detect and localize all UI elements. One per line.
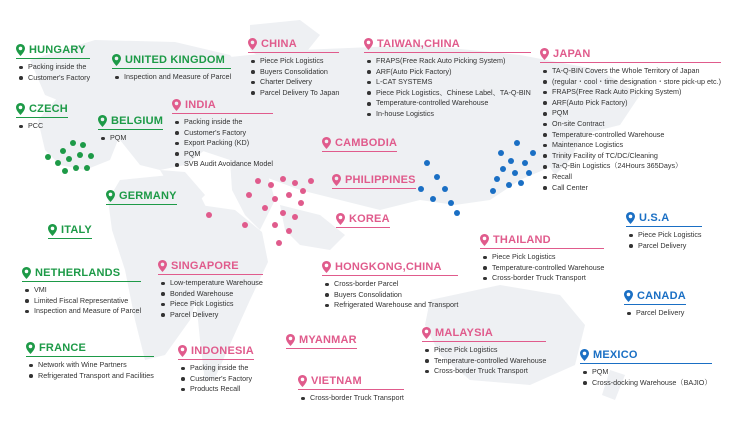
map-pin-icon [16,44,25,56]
location-dot [292,180,298,186]
region-title [580,349,712,361]
service-item: Cross-border Parcel [322,279,458,290]
location-dot [530,150,536,156]
service-item: Export Packing (KD) [172,138,273,149]
region-title [22,267,141,279]
service-item: TA-Q-BIN Covers the Whole Territory of Japan [540,66,721,77]
service-item: Low-temperature Warehouse [158,278,263,289]
location-dot [512,170,518,176]
region-china [248,38,339,98]
region-india [172,99,273,170]
region-underline [624,304,686,305]
service-item: Inspection and Measure of Parcel [112,72,231,83]
region-title [16,44,90,56]
region-title [298,375,404,387]
region-underline [336,227,390,228]
region-title [422,327,546,339]
region-name: SINGAPORE [171,260,239,272]
location-dot [272,196,278,202]
region-title [48,224,92,236]
location-dot [418,186,424,192]
region-underline [626,226,702,227]
location-dot [448,200,454,206]
region-name: NETHERLANDS [35,267,121,279]
map-pin-icon [22,267,31,279]
service-list [16,121,68,132]
region-name: HUNGARY [29,44,86,56]
region-myanmar [286,334,357,349]
region-cambodia [322,137,397,152]
region-title [98,115,163,127]
map-pin-icon [48,224,57,236]
service-list [624,308,686,319]
region-name: MEXICO [593,349,638,361]
service-item: Packing inside the [172,117,273,128]
location-dot [518,180,524,186]
region-name: CHINA [261,38,297,50]
location-dot [84,165,90,171]
service-list [540,66,721,193]
map-pin-icon [158,260,167,272]
region-name: PHILIPPINES [345,174,416,186]
service-item: Customer's Factory [16,73,90,84]
region-malaysia [422,327,546,377]
service-item: Ta-Q-Bin Logistics（24Hours 365Days） [540,161,721,172]
map-pin-icon [26,342,35,354]
location-dot [70,140,76,146]
map-pin-icon [336,213,345,225]
service-item: Parcel Delivery [626,241,702,252]
region-name: THAILAND [493,234,551,246]
region-name: UNITED KINGDOM [125,54,225,66]
location-dot [500,166,506,172]
location-dot [73,165,79,171]
location-dot [424,160,430,166]
location-dot [246,192,252,198]
region-title [480,234,604,246]
map-pin-icon [322,261,331,273]
location-dot [292,214,298,220]
service-item: Call Center [540,183,721,194]
service-item: Parcel Delivery [158,310,263,321]
map-pin-icon [364,38,373,50]
service-list [248,56,339,98]
service-item: PQM [98,133,163,144]
region-underline [332,188,416,189]
region-name: JAPAN [553,48,591,60]
region-name: BELGIUM [111,115,164,127]
location-dot [286,228,292,234]
region-name: FRANCE [39,342,87,354]
region-united-kingdom [112,54,231,83]
region-belgium [98,115,163,144]
region-name: MALAYSIA [435,327,494,339]
service-item: SVB Audit Avoidance Model [172,159,273,170]
region-underline [248,52,339,53]
region-philippines [332,174,416,189]
region-underline [158,274,263,275]
region-underline [98,129,163,130]
region-name: ITALY [61,224,92,236]
service-item: Cross-border Truck Transport [480,273,604,284]
location-dot [262,205,268,211]
location-dot [242,222,248,228]
service-item: Trinity Facility of TC/DC/Cleaning [540,151,721,162]
service-item: Piece Pick Logistics [626,230,702,241]
location-dot [66,156,72,162]
region-underline [322,275,458,276]
service-item: Buyers Consolidation [248,67,339,78]
service-item: Temperature-controlled Warehouse [540,130,721,141]
location-dot [526,170,532,176]
map-pin-icon [16,103,25,115]
location-dot [280,176,286,182]
map-pin-icon [540,48,549,60]
service-item: Piece Pick Logistics [158,299,263,310]
region-hungary [16,44,90,83]
location-dot [430,196,436,202]
region-underline [286,348,357,349]
region-usa [626,212,702,251]
service-item: Inspection and Measure of Parcel [22,306,141,317]
service-item: Parcel Delivery [624,308,686,319]
location-dot [454,210,460,216]
service-item: Cross-docking Warehouse（BAJIO） [580,378,712,389]
region-name: VIETNAM [311,375,362,387]
region-title [322,137,397,149]
service-item: Temperature-controlled Warehouse [480,263,604,274]
location-dot [300,188,306,194]
location-dot [60,148,66,154]
service-list [580,367,712,388]
service-item: Packing inside the [178,363,254,374]
service-item: Temperature-controlled Warehouse [422,356,546,367]
service-item: In-house Logistics [364,109,531,120]
location-dot [308,178,314,184]
service-item: Cross-border Truck Transport [422,366,546,377]
region-underline [480,248,604,249]
region-france [26,342,154,381]
service-list [364,56,531,120]
service-list [626,230,702,251]
region-title [624,290,686,302]
service-item: Products Recall [178,384,254,395]
service-item: Piece Pick Logistics、Chinese Label、TA-Q-BIN [364,88,531,99]
map-pin-icon [178,345,187,357]
service-item: Buyers Consolidation [322,290,458,301]
service-item: Piece Pick Logistics [480,252,604,263]
service-item: FRAPS(Free Rack Auto Picking System) [364,56,531,67]
service-item: Packing inside the [16,62,90,73]
region-underline [540,62,721,63]
region-name: INDONESIA [191,345,254,357]
location-dot [276,240,282,246]
region-hongkong-china [322,261,458,311]
region-underline [48,238,92,239]
region-title [112,54,231,66]
region-name: MYANMAR [299,334,357,346]
service-item: Cross-border Truck Transport [298,393,404,404]
service-list [298,393,404,404]
region-title [178,345,254,357]
region-name: CAMBODIA [335,137,398,149]
region-underline [26,356,154,357]
service-item: FRAPS(Free Rack Auto Picking System) [540,87,721,98]
region-title [336,213,390,225]
region-underline [22,281,141,282]
region-thailand [480,234,604,284]
service-item: Piece Pick Logistics [422,345,546,356]
location-dot [88,153,94,159]
region-title [332,174,416,186]
service-item: Limited Fiscal Representative [22,296,141,307]
service-item: Charter Delivery [248,77,339,88]
region-germany [106,190,177,205]
region-underline [178,359,254,360]
location-dot [272,222,278,228]
map-pin-icon [298,375,307,387]
region-underline [16,58,90,59]
location-dot [298,200,304,206]
location-dot [498,150,504,156]
region-mexico [580,349,712,388]
region-korea [336,213,390,228]
service-list [322,279,458,311]
map-pin-icon [422,327,431,339]
region-netherlands [22,267,141,317]
region-title [322,261,458,273]
service-item: Customer's Factory [178,374,254,385]
service-item: On-site Contract [540,119,721,130]
service-list [422,345,546,377]
location-dot [522,160,528,166]
region-title [16,103,68,115]
region-name: INDIA [185,99,216,111]
region-name: TAIWAN,CHINA [377,38,460,50]
map-pin-icon [248,38,257,50]
region-title [248,38,339,50]
service-item: PQM [172,149,273,160]
region-canada [624,290,686,319]
location-dot [55,160,61,166]
map-pin-icon [626,212,635,224]
service-list [16,62,90,83]
region-underline [580,363,712,364]
location-dot [280,210,286,216]
region-title [540,48,721,60]
region-name: CANADA [637,290,686,302]
service-item: Customer's Factory [172,128,273,139]
location-dot [62,168,68,174]
service-list [98,133,163,144]
service-item: ARF(Auto Pick Factory) [364,67,531,78]
region-name: HONGKONG,CHINA [335,261,442,273]
region-underline [298,389,404,390]
region-indonesia [178,345,254,395]
service-item: Recall [540,172,721,183]
map-pin-icon [112,54,121,66]
location-dot [45,154,51,160]
location-dot [506,182,512,188]
region-taiwan-china [364,38,531,120]
map-pin-icon [98,115,107,127]
map-pin-icon [286,334,295,346]
region-title [26,342,154,354]
region-underline [364,52,531,53]
service-list [480,252,604,284]
service-item: ARF(Auto Pick Factory) [540,98,721,109]
region-name: CZECH [29,103,68,115]
service-list [26,360,154,381]
region-title [286,334,357,346]
region-title [626,212,702,224]
location-dot [268,182,274,188]
region-underline [106,204,177,205]
service-list [158,278,263,320]
service-list [112,72,231,83]
location-dot [490,188,496,194]
service-item: VMI [22,285,141,296]
location-dot [206,212,212,218]
location-dot [494,176,500,182]
region-czech [16,103,68,132]
map-pin-icon [322,137,331,149]
location-dot [80,142,86,148]
service-item: Maintenance Logistics [540,140,721,151]
region-underline [112,68,231,69]
region-underline [172,113,273,114]
service-list [178,363,254,395]
service-item: Refrigerated Transport and Facilities [26,371,154,382]
region-japan [540,48,721,193]
service-item: PQM [540,108,721,119]
region-singapore [158,260,263,320]
map-pin-icon [624,290,633,302]
region-underline [16,117,68,118]
map-pin-icon [580,349,589,361]
region-name: U.S.A [639,212,670,224]
region-title [364,38,531,50]
location-dot [508,158,514,164]
service-list [172,117,273,170]
service-item: Piece Pick Logistics [248,56,339,67]
region-name: GERMANY [119,190,177,202]
map-pin-icon [480,234,489,246]
location-dot [77,152,83,158]
location-dot [442,186,448,192]
service-item: PCC [16,121,68,132]
service-item: Parcel Delivery To Japan [248,88,339,99]
service-list [22,285,141,317]
region-title [158,260,263,272]
map-pin-icon [332,174,341,186]
region-underline [422,341,546,342]
service-item: Temperature-controlled Warehouse [364,98,531,109]
service-item: (regular・cool・time designation・store pick-up etc.) [540,77,721,88]
service-item: L-CAT SYSTEMS [364,77,531,88]
region-name: KOREA [349,213,390,225]
region-underline [322,151,397,152]
region-title [106,190,177,202]
service-item: Refrigerated Warehouse and Transport [322,300,458,311]
region-vietnam [298,375,404,404]
location-dot [286,192,292,198]
service-item: Bonded Warehouse [158,289,263,300]
region-italy [48,224,92,239]
map-pin-icon [172,99,181,111]
region-title [172,99,273,111]
location-dot [255,178,261,184]
map-pin-icon [106,190,115,202]
service-item: Network with Wine Partners [26,360,154,371]
location-dot [514,140,520,146]
location-dot [434,174,440,180]
service-item: PQM [580,367,712,378]
